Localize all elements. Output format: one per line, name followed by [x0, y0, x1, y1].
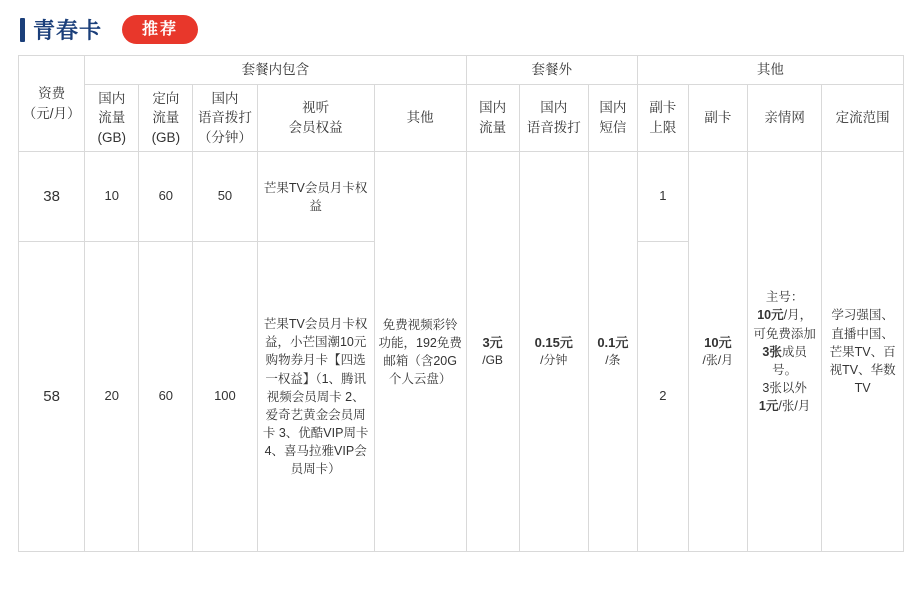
header-domestic-data: [85, 84, 139, 152]
recommend-badge: 推荐: [122, 15, 198, 44]
header-directed-scope: 定流范围: [822, 84, 904, 152]
header-group-out-plan: 套餐外: [466, 56, 637, 85]
row-price-58: 58: [19, 242, 85, 552]
row58-domestic-data: 20: [85, 242, 139, 552]
family-net-l1: 主号：: [765, 290, 804, 305]
header-price-line2: （元/月）: [22, 105, 81, 121]
header-membership: [257, 84, 374, 152]
directed-scope-value: 学习强国、直播中国、芒果TV、百视TV、华数TV: [822, 152, 904, 552]
header-domestic-data-l3: (GB): [97, 129, 127, 145]
out-voice-value: [519, 152, 588, 552]
header-voice-l2: 语音拨打: [197, 110, 252, 126]
header-out-sms-l1: 国内: [599, 100, 627, 116]
row38-membership: 芒果TV会员月卡权益: [257, 152, 374, 242]
plan-table-wrap: [0, 55, 922, 552]
sub-card-amount: 10元: [704, 334, 732, 350]
header-directed-data-l3: (GB): [151, 129, 181, 145]
header-group-other: 其他: [637, 56, 903, 85]
other-in-plan-value: 免费视频彩铃功能，192免费邮箱（含20G个人云盘）: [374, 152, 466, 552]
header-price-line1: 资费: [38, 86, 66, 102]
header-out-data-l2: 流量: [479, 119, 507, 135]
row58-voice: 100: [193, 242, 257, 552]
header-voice: [193, 84, 257, 152]
header-out-sms: [588, 84, 637, 152]
out-data-value: [466, 152, 519, 552]
header-directed-data-l2: 流量: [152, 110, 180, 126]
header-out-voice: [519, 84, 588, 152]
family-net-l2: 10元: [757, 308, 784, 323]
header-out-voice-l2: 语音拨打: [526, 119, 581, 135]
header-out-data-l1: 国内: [479, 100, 507, 116]
family-net-l6: 1元: [758, 399, 779, 414]
header-domestic-data-l2: 流量: [98, 110, 126, 126]
header-out-sms-l2: 短信: [599, 119, 627, 135]
row58-sub-card-limit: 2: [637, 242, 688, 552]
out-voice-unit: /分钟: [540, 353, 568, 368]
out-data-amount: 3元: [482, 334, 503, 350]
family-net-l4: 3张: [762, 344, 782, 359]
sub-card-value: [688, 152, 747, 552]
title-accent-bar: [20, 18, 25, 42]
out-data-unit: /GB: [482, 353, 503, 368]
out-sms-unit: /条: [605, 353, 621, 368]
row38-voice: 50: [193, 152, 257, 242]
header-directed-data-l1: 定向: [152, 90, 180, 106]
header-family-net: 亲情网: [747, 84, 821, 152]
family-net-l5: 3张以外: [762, 380, 807, 395]
family-net-l3: 可免费添加: [753, 326, 816, 341]
header-voice-l3: （分钟）: [197, 129, 252, 145]
header-sub-card-limit: [637, 84, 688, 152]
row38-sub-card-limit: 1: [637, 152, 688, 242]
table-column-header-row: [19, 84, 904, 152]
family-net-value: [747, 152, 821, 552]
out-sms-amount: 0.1元: [597, 334, 629, 350]
row38-domestic-data: 10: [85, 152, 139, 242]
row-price-38: 38: [19, 152, 85, 242]
header-voice-l1: 国内: [211, 90, 239, 106]
row58-membership: 芒果TV会员月卡权益，小芒国潮10元购物券月卡【四选一权益】（1、腾讯视频会员周卡 2、爱奇艺黄金会员周卡 3、优酷VIP周卡 4、喜马拉雅VIP会员周卡）: [257, 242, 374, 552]
header-out-voice-l1: 国内: [540, 100, 568, 116]
header-other-in-plan: 其他: [374, 84, 466, 152]
header-group-in-plan: 套餐内包含: [85, 56, 466, 85]
out-voice-amount: 0.15元: [534, 334, 573, 350]
header-sub-card-limit-l2: 上限: [649, 119, 677, 135]
header-out-data: [466, 84, 519, 152]
row58-directed-data: 60: [139, 242, 193, 552]
family-net-l4b: 成员号。: [772, 344, 807, 377]
row38-directed-data: 60: [139, 152, 193, 242]
header-sub-card: 副卡: [688, 84, 747, 152]
table-row: [19, 152, 904, 242]
header-sub-card-limit-l1: 副卡: [649, 100, 677, 116]
header-domestic-data-l1: 国内: [98, 90, 126, 106]
page-title: 青春卡: [33, 18, 103, 43]
out-sms-value: [588, 152, 637, 552]
header-price: [19, 56, 85, 152]
plan-table: [18, 55, 904, 552]
header-directed-data: [139, 84, 193, 152]
header-membership-l2: 会员权益: [288, 119, 343, 135]
page-header: [0, 0, 922, 55]
header-membership-l1: 视听: [302, 100, 330, 116]
sub-card-unit: /张/月: [702, 353, 734, 368]
table-group-header-row: [19, 56, 904, 85]
family-net-l6b: /张/月: [778, 399, 811, 414]
family-net-l2b: /月，: [783, 308, 813, 323]
